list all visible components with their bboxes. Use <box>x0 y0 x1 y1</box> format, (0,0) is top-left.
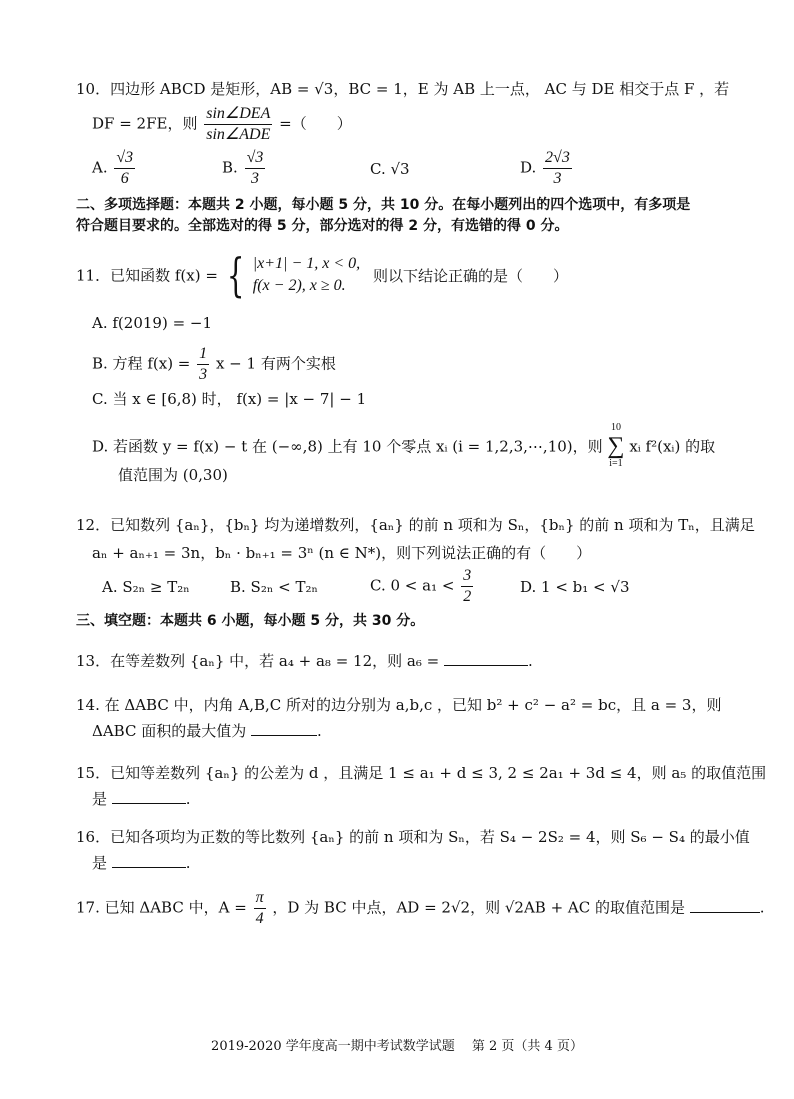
q10-option-a <box>92 148 137 189</box>
q10-a-den: 6 <box>120 170 129 187</box>
q12-c-frac <box>461 566 473 607</box>
q10-line2-pre: DF = 2FE，则 <box>92 114 198 133</box>
q12-option-a: A. S₂ₙ ≥ T₂ₙ <box>102 578 190 596</box>
q16-line2 <box>92 852 191 873</box>
q14-line2 <box>92 720 322 741</box>
q11-option-d <box>92 422 715 470</box>
q10-option-d-frac <box>543 148 572 189</box>
q10-option-b-frac <box>245 148 266 189</box>
q12-option-c <box>370 566 475 607</box>
q16-text: 是 <box>92 854 108 872</box>
q17-frac-den: 4 <box>255 910 264 927</box>
q10-option-a-label: A. <box>92 158 108 177</box>
q10-option-b <box>222 148 267 189</box>
q15-answer-blank <box>112 789 186 804</box>
section2-line1: 二、多项选择题：本题共 2 小题，每小题 5 分，共 10 分。在每小题列出的四个选项中，有多项是 <box>76 197 691 213</box>
q11-sum-top: 10 <box>610 422 621 433</box>
q10-line1: 10．四边形 ABCD 是矩形，AB = √3，BC = 1，E 为 AB 上一点， AC 与 DE 相交于点 F ，若 <box>76 80 730 98</box>
q10-d-num: 2√3 <box>543 148 572 169</box>
q10-option-d <box>520 148 574 189</box>
q16-period: . <box>185 854 191 872</box>
q17-period: . <box>759 898 765 917</box>
q17-mid: ，D 为 BC 中点，AD = 2√2，则 √2AB + AC 的取值范围是 <box>272 898 685 917</box>
q11-option-b <box>92 344 336 385</box>
section3-header: 三、填空题：本题共 6 小题，每小题 5 分，共 30 分。 <box>76 613 425 629</box>
q15-line1: 15．已知等差数列 {aₙ} 的公差为 d ，且满足 1 ≤ a₁ + d ≤ 3, 2 ≤ 2a₁ + 3d ≤ 4，则 a₅ 的取值范围 <box>76 764 767 782</box>
q11-piecewise <box>253 253 360 297</box>
q12-option-b: B. S₂ₙ < T₂ₙ <box>230 578 318 596</box>
q12-line2: aₙ + aₙ₊₁ = 3n，bₙ · bₙ₊₁ = 3ⁿ (n ∈ N*)，则下列说法正确的有（ ） <box>92 544 592 562</box>
q10-line2 <box>92 104 352 145</box>
q11-option-c: C. 当 x ∈ [6,8) 时， f(x) = |x − 7| − 1 <box>92 390 367 408</box>
q10-b-den: 3 <box>250 170 259 187</box>
q10-line2-post: =（ ） <box>279 114 352 133</box>
q11-case2: f(x − 2), x ≥ 0. <box>252 277 346 294</box>
q15-text: 是 <box>92 790 108 808</box>
q11-d-post: xᵢ f²(xᵢ) 的取 <box>629 437 716 456</box>
q11-post: 则以下结论正确的是（ ） <box>372 266 568 285</box>
q13 <box>76 650 533 671</box>
q11-b-post: x − 1 有两个实根 <box>215 354 336 373</box>
q12-c-den: 2 <box>463 588 472 605</box>
q11-sum-bottom: i=1 <box>609 458 623 469</box>
q11-b-pre: B. 方程 f(x) = <box>92 354 191 373</box>
q13-period: . <box>527 652 533 670</box>
q10-option-d-label: D. <box>520 158 537 177</box>
q12-c-pre: C. 0 < a₁ < <box>370 576 455 595</box>
q17-frac <box>254 888 266 929</box>
q11-b-den: 3 <box>199 366 208 383</box>
q10-fraction <box>204 104 272 145</box>
q11-stem <box>76 248 568 302</box>
q17-pre: 17. 已知 ΔABC 中，A = <box>76 898 247 917</box>
q12-option-d: D. 1 < b₁ < √3 <box>520 578 630 596</box>
q17-answer-blank <box>690 898 760 913</box>
q11-b-num: 1 <box>197 344 209 365</box>
q16-line1: 16．已知各项均为正数的等比数列 {aₙ} 的前 n 项和为 Sₙ，若 S₄ − 2S₂ = 4，则 S₆ − S₄ 的最小值 <box>76 828 750 846</box>
q11-pre: 11．已知函数 f(x) = <box>76 266 218 285</box>
q11-d-pre: D. 若函数 y = f(x) − t 在 (−∞,8) 上有 10 个零点 xᵢ (i = 1,2,3,⋯,10)，则 <box>92 437 603 456</box>
q10-option-c: C. √3 <box>370 160 410 178</box>
q11-option-d-line2: 值范围为 (0,30) <box>118 466 228 484</box>
q14-line1: 14. 在 ΔABC 中，内角 A,B,C 所对的边分别为 a,b,c ，已知 b² + c² − a² = bc，且 a = 3，则 <box>76 696 722 714</box>
q14-period: . <box>317 722 322 740</box>
q10-option-b-label: B. <box>222 158 238 177</box>
q10-frac-num: sin∠DEA <box>204 104 272 125</box>
q15-period: . <box>185 790 191 808</box>
q12-line1: 12．已知数列 {aₙ}，{bₙ} 均为递增数列，{aₙ} 的前 n 项和为 Sₙ，{bₙ} 的前 n 项和为 Tₙ，且满足 <box>76 516 755 534</box>
q12-c-num: 3 <box>461 566 473 587</box>
q11-option-a: A. f(2019) = −1 <box>92 314 213 332</box>
section2-line2: 符合题目要求的。全部选对的得 5 分，部分选对的得 2 分，有选错的得 0 分。 <box>76 218 569 234</box>
q11-brace: { <box>226 248 245 302</box>
q13-answer-blank <box>444 651 528 666</box>
q17 <box>76 888 765 929</box>
q10-d-den: 3 <box>553 170 562 187</box>
q10-option-a-frac <box>114 148 135 189</box>
q11-sum-symbol: ∑ <box>607 433 625 459</box>
q11-d-sum <box>607 422 624 470</box>
q15-line2 <box>92 788 191 809</box>
q10-a-num: √3 <box>114 148 135 169</box>
q11-case1: |x+1| − 1, x < 0, <box>252 255 361 272</box>
q10-frac-den: sin∠ADE <box>206 126 271 143</box>
q16-answer-blank <box>112 853 186 868</box>
q11-b-frac <box>197 344 209 385</box>
q14-text: ΔABC 面积的最大值为 <box>92 722 247 740</box>
page-footer: 2019-2020 学年度高一期中考试数学试题 第 2 页（共 4 页） <box>211 1039 583 1054</box>
q17-frac-num: π <box>254 888 266 909</box>
q13-text: 13．在等差数列 {aₙ} 中，若 a₄ + a₈ = 12，则 a₆ = <box>76 652 440 670</box>
q10-b-num: √3 <box>245 148 266 169</box>
q14-answer-blank <box>251 721 317 736</box>
